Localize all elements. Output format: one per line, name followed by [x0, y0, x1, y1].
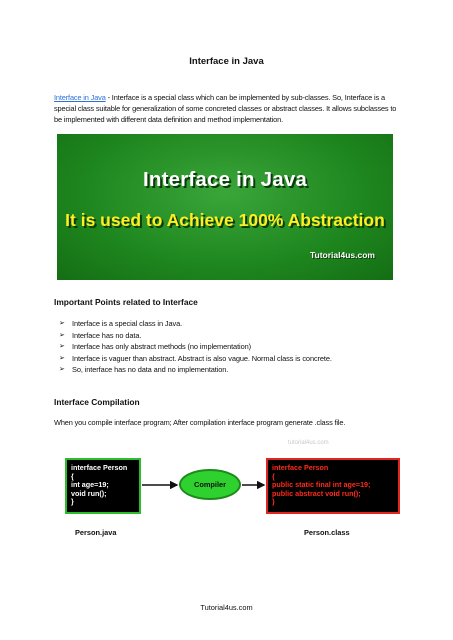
list-item: ➢ So, interface has no data and no implementation. — [59, 365, 229, 375]
list-item: ➢ Interface is vaguer than abstract. Abstract is also vague. Normal class is concrete. — [59, 353, 332, 363]
section-heading-points: Important Points related to Interface — [54, 297, 198, 307]
points-list — [56, 318, 332, 376]
arrow-bullet-icon: ➢ — [59, 354, 65, 362]
arrow-bullet-icon: ➢ — [59, 343, 65, 351]
banner-image — [57, 134, 393, 280]
section-heading-compilation: Interface Compilation — [54, 397, 140, 407]
list-item: ➢ Interface has only abstract methods (no implementation) — [59, 342, 251, 352]
page-title: Interface in Java — [189, 56, 264, 67]
class-file-label: Person.class — [304, 528, 350, 537]
class-file-box: interface Person { public static final int age=19; public abstract void run(); } — [266, 458, 400, 514]
intro-paragraph — [54, 92, 399, 125]
arrow-bullet-icon: ➢ — [59, 320, 65, 327]
diagram-watermark: tutorial4us.com — [288, 440, 329, 446]
intro-link[interactable]: Interface in Java — [54, 93, 106, 102]
compiler-node: Compiler — [179, 469, 241, 500]
arrow-bullet-icon: ➢ — [59, 331, 65, 339]
banner-site: Tutorial4us.com — [309, 250, 375, 260]
page-footer: Tutorial4us.com — [200, 603, 253, 612]
banner-title: Interface in Java — [142, 168, 308, 191]
arrow-bullet-icon: ➢ — [59, 366, 65, 374]
compilation-paragraph: When you compile interface program; After compilation interface program generate .class file. — [54, 418, 346, 427]
java-source-box: interface Person { int age=19; void run(); } — [65, 458, 141, 514]
list-item: ➢ Interface is a special class in Java. — [59, 319, 183, 328]
compilation-diagram — [56, 440, 401, 550]
banner-subtitle: It is used to Achieve 100% Abstraction — [65, 210, 385, 230]
list-item: ➢ Interface has no data. — [59, 330, 142, 340]
source-file-label: Person.java — [75, 528, 117, 537]
intro-text: - Interface is a special class which can be implemented by sub-classes. So, Interface is a special class suitable for generalization of some concreted classes or abstract classes. It allows subclasses to be implemented with different data definition and method implementation. — [54, 93, 397, 124]
